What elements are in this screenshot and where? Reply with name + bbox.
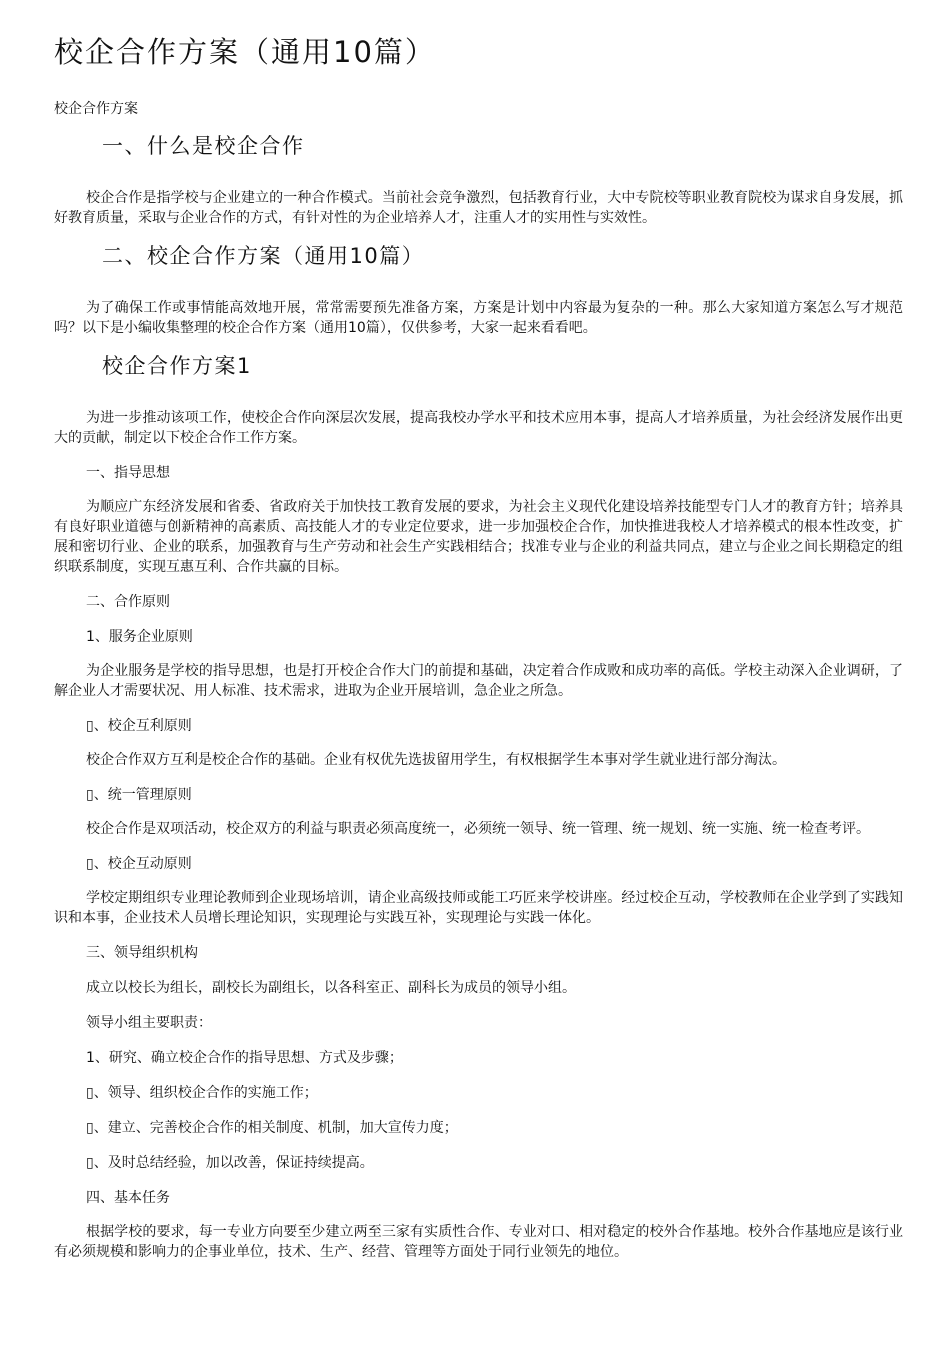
heading-plan-1: 校企合作方案1: [102, 354, 252, 378]
paragraph-intro: 为了确保工作或事情能高效地开展，常常需要预先准备方案，方案是计划中内容最为复杂的一种。那么大家知道方案怎么写才规范吗？以下是小编收集整理的校企合作方案（通用10篇），仅供参考，大家一起来看看吧。: [54, 300, 903, 336]
paragraph-plan-1-intro: 为进一步推动该项工作，使校企合作向深层次发展，提高我校办学水平和技术应用本事，提高人才培养质量，为社会经济发展作出更大的贡献，制定以下校企合作工作方案。: [54, 410, 903, 446]
principle-interaction: ▯、校企互动原则: [86, 856, 192, 872]
principle-unified-management: ▯、统一管理原则: [86, 787, 192, 803]
paragraph-duties-title: 领导小组主要职责：: [86, 1015, 212, 1031]
duty-2: ▯、领导、组织校企合作的实施工作；: [86, 1085, 318, 1101]
principle-service: 1、服务企业原则: [86, 629, 193, 645]
paragraph-service: 为企业服务是学校的指导思想，也是打开校企合作大门的前提和基础，决定着合作成败和成功率的高低。学校主动深入企业调研，了解企业人才需要状况、用人标准、技术需求，进取为企业开展培训，急企业之所急。: [54, 663, 903, 699]
document-title: 校企合作方案（通用10篇）: [54, 35, 436, 69]
principle-mutual-benefit: ▯、校企互利原则: [86, 718, 192, 734]
duty-3: ▯、建立、完善校企合作的相关制度、机制，加大宣传力度；: [86, 1120, 458, 1136]
paragraph-interaction: 学校定期组织专业理论教师到企业现场培训，请企业高级技师或能工巧匠来学校讲座。经过校企互动，学校教师在企业学到了实践知识和本事，企业技术人员增长理论知识，实现理论与实践互补，实现理论与实践一体化。: [54, 890, 903, 926]
heading-plans: 二、校企合作方案（通用10篇）: [102, 244, 425, 268]
paragraph-mutual-benefit: 校企合作双方互利是校企合作的基础。企业有权优先选拔留用学生，有权根据学生本事对学生就业进行部分淘汰。: [86, 752, 786, 768]
section-basic-tasks: 四、基本任务: [86, 1190, 170, 1206]
document-subtitle: 校企合作方案: [54, 101, 138, 117]
heading-what-is: 一、什么是校企合作: [102, 134, 305, 158]
section-guiding-ideology: 一、指导思想: [86, 465, 170, 481]
paragraph-guiding-ideology: 为顺应广东经济发展和省委、省政府关于加快技工教育发展的要求，为社会主义现代化建设培养技能型专门人才的教育方针；培养具有良好职业道德与创新精神的高素质、高技能人才的专业定位要求，进一步加强校企合作，加快推进我校人才培养模式的根本性改变，扩展和密切行业、企业的联系，加强教育与生产劳动和社会生产实践相结合；找准专业与企业的利益共同点，建立与企业之间长期稳定的组织联系制度，实现互惠互利、合作共赢的目标。: [54, 499, 903, 575]
paragraph-definition: 校企合作是指学校与企业建立的一种合作模式。当前社会竞争激烈，包括教育行业，大中专院校等职业教育院校为谋求自身发展，抓好教育质量，采取与企业合作的方式，有针对性的为企业培养人才，注重人才的实用性与实效性。: [54, 190, 903, 226]
paragraph-leadership: 成立以校长为组长，副校长为副组长，以各科室正、副科长为成员的领导小组。: [86, 980, 576, 996]
paragraph-basic-tasks: 根据学校的要求，每一专业方向要至少建立两至三家有实质性合作、专业对口、相对稳定的校外合作基地。校外合作基地应是该行业有必须规模和影响力的企事业单位，技术、生产、经营、管理等方面处于同行业领先的地位。: [54, 1224, 903, 1260]
duty-4: ▯、及时总结经验，加以改善，保证持续提高。: [86, 1155, 374, 1171]
duty-1: 1、研究、确立校企合作的指导思想、方式及步骤；: [86, 1050, 403, 1066]
section-cooperation-principles: 二、合作原则: [86, 594, 170, 610]
section-leadership: 三、领导组织机构: [86, 945, 198, 961]
paragraph-unified-management: 校企合作是双项活动，校企双方的利益与职责必须高度统一，必须统一领导、统一管理、统一规划、统一实施、统一检查考评。: [86, 821, 870, 837]
